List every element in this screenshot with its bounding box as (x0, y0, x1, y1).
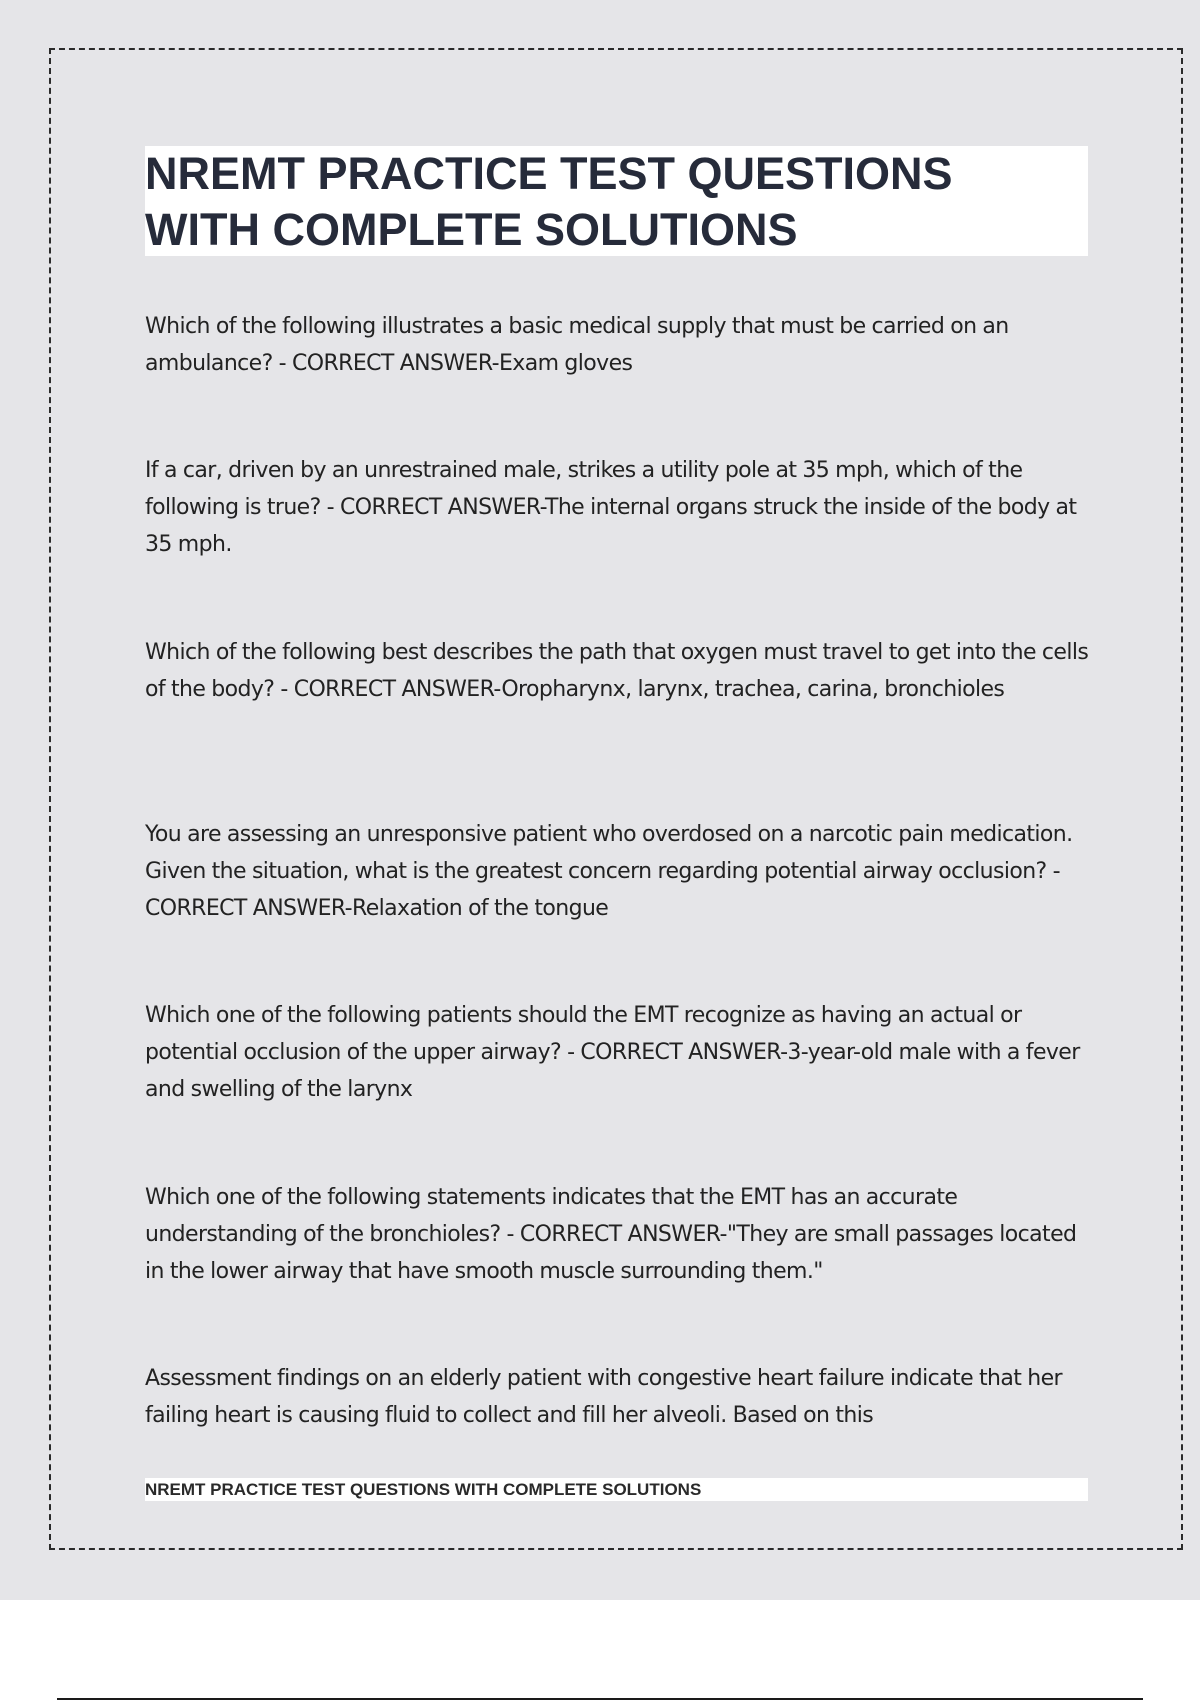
qa-item-7: Assessment findings on an elderly patient with congestive heart failure indicate that her failing heart is causing fluid to collect and fill her alveoli. Based on this (145, 1366, 1062, 1428)
qa-item-6: Which one of the following statements indicates that the EMT has an accurate understanding of the bronchioles? - CORRECT ANSWER-"They are small passages located in the lower airway that have smooth muscle surrounding them." (145, 1185, 1077, 1284)
qa-item-1: Which of the following illustrates a basic medical supply that must be carried on an ambulance? - CORRECT ANSWER-Exam gloves (145, 314, 1009, 376)
qa-item-5: Which one of the following patients should the EMT recognize as having an actual or potential occlusion of the upper airway? - CORRECT ANSWER-3-year-old male with a fever and swelling of the larynx (145, 1003, 1080, 1102)
footer-block (145, 1478, 1088, 1501)
title-block (145, 146, 1088, 256)
qa-item-4: You are assessing an unresponsive patient who overdosed on a narcotic pain medication. Given the situation, what is the greatest concern regarding potential airway occlusion? - CORRECT ANSWER-Relaxation of the tongue (145, 822, 1073, 921)
document-title: NREMT PRACTICE TEST QUESTIONS WITH COMPLETE SOLUTIONS (145, 148, 953, 255)
qa-item-2: If a car, driven by an unrestrained male, strikes a utility pole at 35 mph, which of the following is true? - CORRECT ANSWER-The internal organs struck the inside of the body at 35 mph. (145, 458, 1077, 557)
qa-item-3: Which of the following best describes the path that oxygen must travel to get into the cells of the body? - CORRECT ANSWER-Oropharynx, larynx, trachea, carina, bronchioles (145, 640, 1089, 702)
page-border (49, 48, 1183, 1550)
page-footer: NREMT PRACTICE TEST QUESTIONS WITH COMPLETE SOLUTIONS (145, 1480, 702, 1499)
